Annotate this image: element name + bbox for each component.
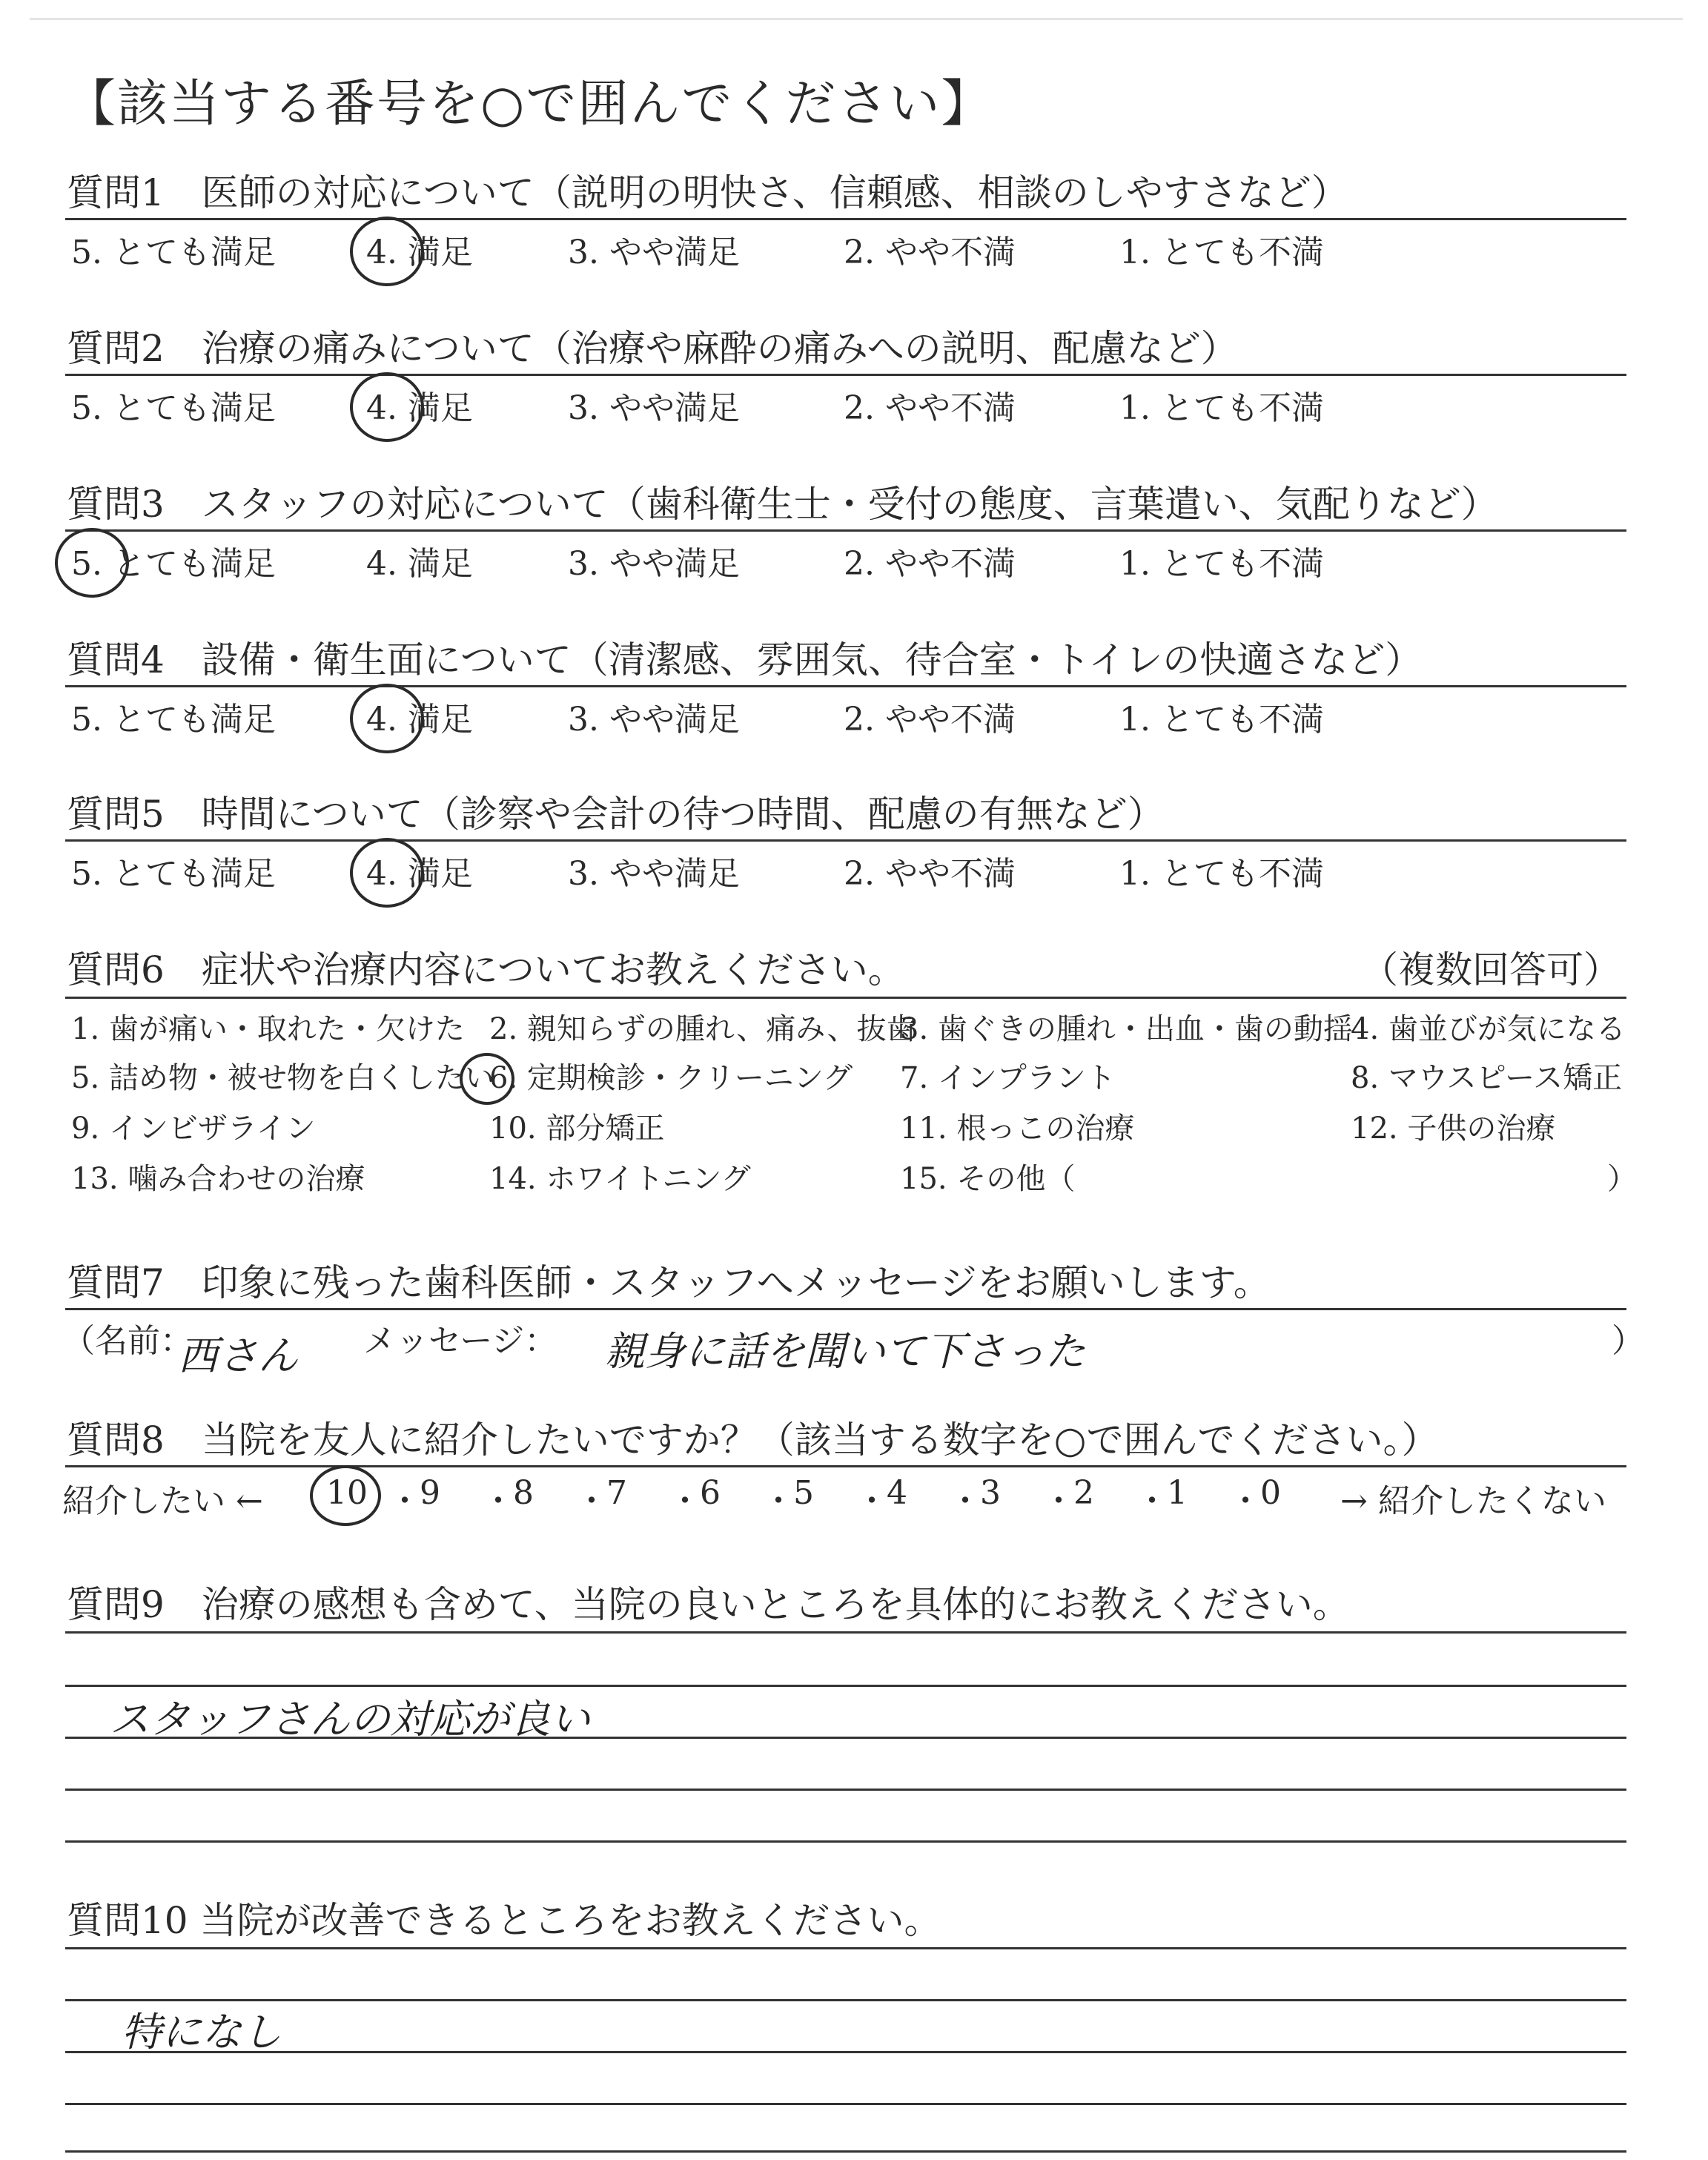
q5-option[interactable]: 3. やや満足 [568,855,740,893]
q6-option[interactable]: 5. 詰め物・被せ物を白くしたい [71,1061,494,1095]
q5-title: 質問5 時間について（診察や会計の待つ時間、配慮の有無など） [67,793,1165,836]
q8-separator-dot: ・ [669,1482,701,1520]
q4-option[interactable]: 3. やや満足 [568,701,740,739]
q8-separator-dot: ・ [482,1482,514,1520]
q5-option[interactable]: 5. とても満足 [71,855,276,893]
q4-title: 質問4 設備・衛生面について（清潔感、雰囲気、待合室・トイレの快適さなど） [67,638,1423,681]
q10-line [65,1947,1626,1949]
selection-circle [350,372,424,442]
q4-option[interactable]: 4. 満足 [366,701,473,739]
q9-title: 質問9 治療の感想も含めて、当院の良いところを具体的にお教えください。 [67,1583,1350,1626]
q6-option[interactable]: 12. 子供の治療 [1351,1112,1556,1146]
q3-option[interactable]: 3. やや満足 [568,545,740,583]
q7-name-value[interactable]: 西さん [178,1332,298,1379]
q3-rule [65,529,1626,532]
q6-option[interactable]: 10. 部分矯正 [489,1112,665,1146]
q1-rule [65,218,1626,220]
selection-circle [55,528,129,598]
q6-option[interactable]: 6. 定期検診・クリーニング [489,1061,853,1095]
q8-rule [65,1465,1626,1467]
q1-option[interactable]: 3. やや満足 [568,234,740,271]
q8-separator-dot: ・ [575,1482,608,1520]
q8-separator-dot: ・ [1136,1482,1168,1520]
q8-scale-number[interactable]: 7 [606,1474,627,1512]
q1-option[interactable]: 5. とても満足 [71,234,276,271]
q8-scale-number[interactable]: 0 [1260,1474,1281,1512]
q8-left-label: 紹介したい ← [62,1482,263,1520]
q3-option[interactable]: 1. とても不満 [1119,545,1324,583]
q6-option[interactable]: 11. 根っこの治療 [900,1112,1135,1146]
selection-circle [350,684,424,753]
q8-scale-number[interactable]: 2 [1073,1474,1094,1512]
q4-option[interactable]: 2. やや不満 [844,701,1016,739]
q5-option[interactable]: 4. 満足 [366,855,473,893]
q6-option[interactable]: 13. 噛み合わせの治療 [71,1162,365,1196]
selection-circle [350,838,424,908]
q9-line [65,1789,1626,1791]
q6-option[interactable]: 7. インプラント [900,1061,1116,1095]
q6-option[interactable]: 15. その他（ [900,1162,1076,1196]
q7-close: ） [1612,1322,1644,1360]
q5-rule [65,839,1626,842]
q3-option[interactable]: 5. とても満足 [71,545,276,583]
q5-option[interactable]: 1. とても不満 [1119,855,1324,893]
q2-rule [65,374,1626,376]
q8-scale-number[interactable]: 6 [700,1474,721,1512]
q7-rule [65,1308,1626,1310]
q1-option[interactable]: 4. 満足 [366,234,473,271]
q8-separator-dot: ・ [388,1482,421,1520]
q8-scale-number[interactable]: 10 [326,1474,368,1512]
q8-right-label: → 紹介したくない [1340,1482,1606,1520]
q9-line [65,1840,1626,1843]
selection-circle [460,1053,514,1105]
q1-option[interactable]: 1. とても不満 [1119,234,1324,271]
q10-line [65,2150,1626,2153]
q9-answer[interactable]: スタッフさんの対応が良い [110,1696,590,1743]
q4-option[interactable]: 1. とても不満 [1119,701,1324,739]
q8-scale-number[interactable]: 5 [793,1474,814,1512]
q8-title: 質問8 当院を友人に紹介したいですか？（該当する数字を○で囲んでください。） [67,1418,1439,1462]
q3-option[interactable]: 2. やや不満 [844,545,1016,583]
q2-option[interactable]: 3. やや満足 [568,389,740,427]
q2-option[interactable]: 4. 満足 [366,389,473,427]
q6-rule [65,997,1626,999]
q8-separator-dot: ・ [1042,1482,1075,1520]
q8-scale-number[interactable]: 8 [513,1474,534,1512]
q9-line [65,1685,1626,1687]
page-title: 【該当する番号を○で囲んでください】 [65,75,993,133]
q6-option: ） [1607,1162,1637,1196]
q8-scale-number[interactable]: 1 [1167,1474,1188,1512]
q8-scale-number[interactable]: 9 [420,1474,440,1512]
q10-title: 質問10 当院が改善できるところをお教えください。 [67,1899,941,1942]
q10-line [65,2103,1626,2105]
q2-title: 質問2 治療の痛みについて（治療や麻酔の痛みへの説明、配慮など） [67,327,1238,370]
q8-separator-dot: ・ [1229,1482,1262,1520]
q1-title: 質問1 医師の対応について（説明の明快さ、信頼感、相談のしやすさなど） [67,171,1348,214]
q2-option[interactable]: 5. とても満足 [71,389,276,427]
q10-answer[interactable]: 特になし [122,2009,282,2055]
q5-option[interactable]: 2. やや不満 [844,855,1016,893]
q6-option[interactable]: 3. 歯ぐきの腫れ・出血・歯の動揺 [900,1012,1353,1046]
q6-option[interactable]: 8. マウスピース矯正 [1351,1061,1623,1095]
q8-scale-number[interactable]: 3 [980,1474,1001,1512]
q7-name-label: （名前： [62,1322,193,1360]
q4-option[interactable]: 5. とても満足 [71,701,276,739]
q8-separator-dot: ・ [949,1482,982,1520]
selection-circle [350,217,424,286]
top-border [30,18,1683,20]
q3-title: 質問3 スタッフの対応について（歯科衛生士・受付の態度、言葉遣い、気配りなど） [67,483,1498,526]
q7-message-value[interactable]: 親身に話を聞いて下さった [605,1328,1085,1375]
q3-option[interactable]: 4. 満足 [366,545,473,583]
q8-scale-number[interactable]: 4 [887,1474,907,1512]
q6-title: 質問6 症状や治療内容についてお教えください。 [67,948,905,991]
q6-option[interactable]: 4. 歯並びが気になる [1351,1012,1626,1046]
q7-message-label: メッセージ： [363,1322,557,1360]
q2-option[interactable]: 2. やや不満 [844,389,1016,427]
q6-option[interactable]: 2. 親知らずの腫れ、痛み、抜歯 [489,1012,916,1046]
q8-separator-dot: ・ [855,1482,888,1520]
selection-circle [310,1465,381,1526]
q9-line [65,1631,1626,1634]
q4-rule [65,685,1626,687]
q6-option[interactable]: 14. ホワイトニング [489,1162,751,1196]
q6-option[interactable]: 9. インビザライン [71,1112,316,1146]
q6-option[interactable]: 1. 歯が痛い・取れた・欠けた [71,1012,465,1046]
q6-note: （複数回答可） [1361,948,1621,991]
q10-line [65,2051,1626,2053]
q10-line [65,1999,1626,2001]
q7-title: 質問7 印象に残った歯科医師・スタッフへメッセージをお願いします。 [67,1261,1271,1304]
q1-option[interactable]: 2. やや不満 [844,234,1016,271]
q2-option[interactable]: 1. とても不満 [1119,389,1324,427]
q8-separator-dot: ・ [762,1482,795,1520]
